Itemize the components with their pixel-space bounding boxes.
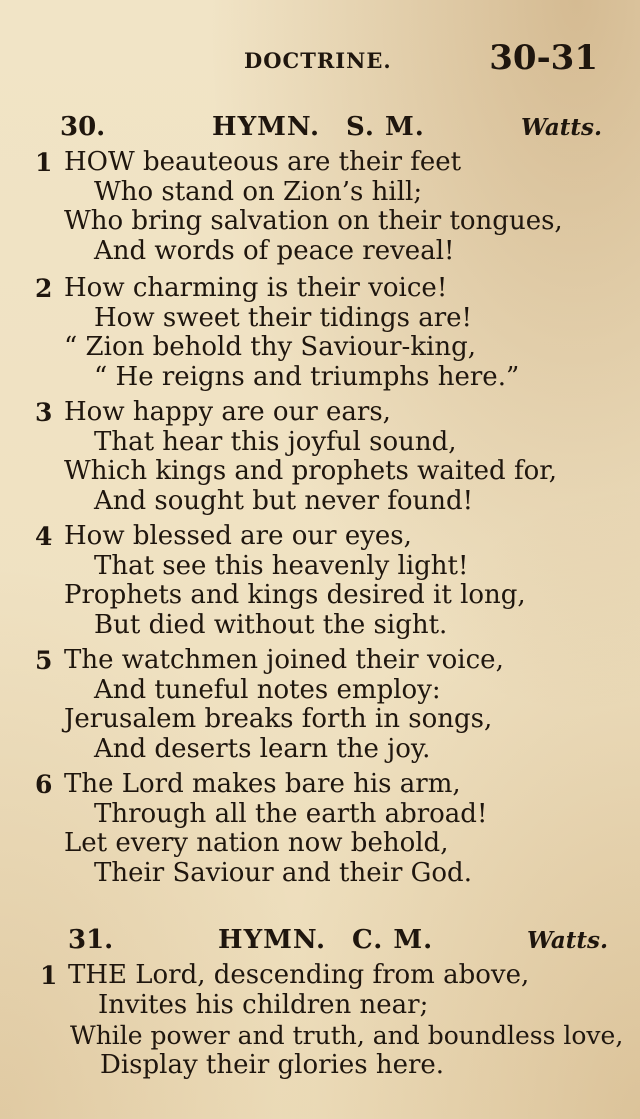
verse-line: Let every nation now behold, (64, 828, 449, 858)
verse-line: Through all the earth abroad! (94, 799, 488, 829)
hymn-header (0, 925, 640, 961)
verse-line: How blessed are our eyes, (64, 521, 412, 551)
verse-line: The Lord makes bare his arm, (64, 769, 461, 799)
verse-line: That hear this joyful sound, (94, 427, 457, 457)
verse-line: Their Saviour and their God. (94, 858, 472, 888)
hymn-author: Watts. (527, 927, 608, 954)
verse-line: Who bring salvation on their tongues, (64, 206, 563, 236)
hymn-label: HYMN. (218, 925, 327, 955)
verse-line: “ Zion behold thy Saviour-king, (64, 332, 477, 362)
stanza-number: 1 (40, 961, 58, 990)
verse-line: That see this heavenly light! (94, 551, 469, 581)
verse-line: How sweet their tidings are! (94, 303, 473, 333)
verse-line: Which kings and prophets waited for, (64, 456, 558, 486)
verse-line: “ He reigns and triumphs here.” (94, 362, 520, 392)
verse-line: HOW beauteous are their feet (64, 147, 462, 177)
stanza-number: 5 (35, 646, 53, 675)
verse-line: While power and truth, and boundless love, (70, 1021, 624, 1050)
verse-line: But died without the sight. (94, 610, 448, 640)
stanza-number: 6 (35, 770, 53, 799)
running-head (0, 40, 640, 80)
hymn-number: 30. (60, 112, 106, 142)
hymn-number: 31. (68, 925, 114, 955)
verse-line: Who stand on Zion’s hill; (94, 177, 423, 207)
verse-line: The watchmen joined their voice, (64, 645, 504, 675)
verse-line: And tuneful notes employ: (94, 675, 441, 705)
verse-line: And deserts learn the joy. (94, 734, 431, 764)
verse-line: How charming is their voice! (64, 273, 448, 303)
running-title: DOCTRINE. (244, 48, 392, 73)
verse-line: How happy are our ears, (64, 397, 391, 427)
verse-line: THE Lord, descending from above, (68, 960, 530, 990)
hymn-meter: C. M. (352, 925, 434, 955)
verse-line: Jerusalem breaks forth in songs, (64, 704, 493, 734)
hymn-label: HYMN. (212, 112, 321, 142)
hymn-meter: S. M. (346, 112, 425, 142)
stanza-number: 3 (35, 398, 53, 427)
verse-line: And words of peace reveal! (94, 236, 455, 266)
stanza-number: 4 (35, 522, 53, 551)
verse-line: Invites his children near; (98, 990, 429, 1020)
hymn-header (0, 112, 640, 148)
verse-line: Display their glories here. (100, 1050, 445, 1080)
page-number: 30-31 (489, 38, 598, 78)
stanza-number: 2 (35, 274, 53, 303)
verse-line: Prophets and kings desired it long, (64, 580, 526, 610)
verse-line: And sought but never found! (94, 486, 474, 516)
stanza-number: 1 (35, 148, 53, 177)
hymn-author: Watts. (521, 114, 602, 141)
